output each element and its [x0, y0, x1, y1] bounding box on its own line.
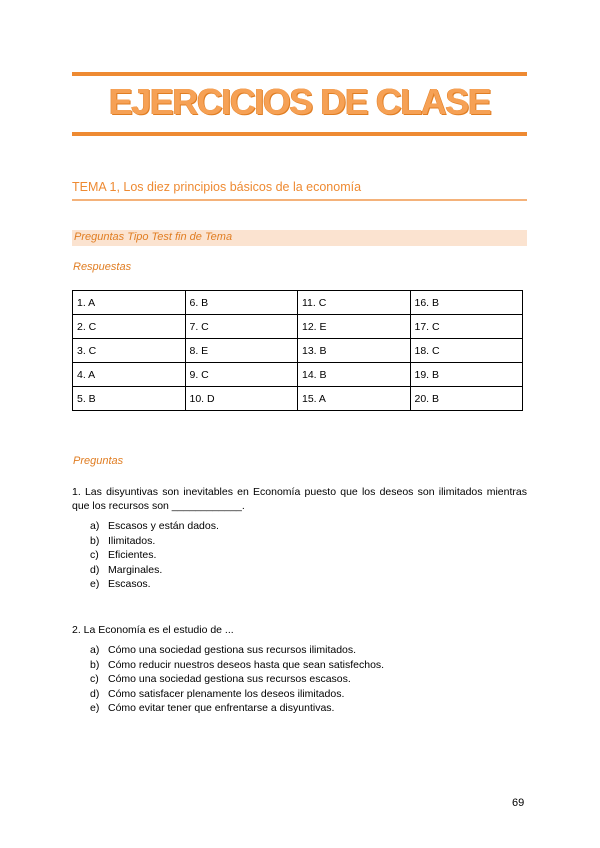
list-item — [90, 519, 219, 534]
option-text: Cómo una sociedad gestiona sus recursos escasos. — [108, 673, 351, 686]
answer-cell: 10. D — [185, 387, 298, 411]
table-row — [73, 363, 523, 387]
option-text: Cómo satisfacer plenamente los deseos ilimitados. — [108, 687, 345, 700]
answer-cell: 6. B — [185, 291, 298, 315]
option-text: Escasos y están dados. — [108, 520, 219, 532]
option-text: Cómo evitar tener que enfrentarse a disyuntivas. — [108, 702, 335, 715]
list-item — [90, 577, 219, 592]
answer-cell: 20. B — [410, 387, 523, 411]
option-letter: c) — [90, 549, 99, 562]
table-row — [73, 291, 523, 315]
answer-cell: 7. C — [185, 315, 298, 339]
list-item — [90, 643, 384, 658]
answer-cell: 14. B — [298, 363, 411, 387]
table-row — [73, 315, 523, 339]
answers-table — [72, 290, 523, 411]
option-text: Cómo reducir nuestros deseos hasta que sean satisfechos. — [108, 658, 385, 671]
option-letter: c) — [90, 673, 99, 686]
page-number: 69 — [512, 797, 525, 809]
answer-cell: 11. C — [298, 291, 411, 315]
table-row — [73, 339, 523, 363]
questions-label: Preguntas — [73, 455, 124, 467]
answer-cell: 3. C — [73, 339, 186, 363]
answer-cell: 9. C — [185, 363, 298, 387]
option-letter: d) — [90, 687, 100, 700]
answer-cell: 19. B — [410, 363, 523, 387]
section-band-label: Preguntas Tipo Test fin de Tema — [74, 231, 233, 243]
list-item — [90, 534, 219, 549]
list-item — [90, 658, 384, 673]
page-title: EJERCICIOS DE CLASE — [108, 81, 491, 122]
option-letter: d) — [90, 563, 100, 576]
title-bottom-rule — [72, 132, 527, 136]
answer-cell: 2. C — [73, 315, 186, 339]
option-letter: b) — [90, 534, 100, 547]
section-band — [72, 230, 527, 246]
option-text: Eficientes. — [108, 549, 157, 562]
answer-cell: 8. E — [185, 339, 298, 363]
question-1-text: 1. Las disyuntivas son inevitables en Economía puesto que los deseos son ilimitados mientras que los recursos son ____________. — [72, 486, 527, 512]
list-item — [90, 563, 219, 578]
answer-cell: 4. A — [73, 363, 186, 387]
table-row — [73, 387, 523, 411]
option-letter: a) — [90, 644, 100, 656]
title-top-rule — [72, 72, 527, 76]
answer-cell: 18. C — [410, 339, 523, 363]
tema-heading: TEMA 1, Los diez principios básicos de la economía — [72, 180, 362, 194]
option-text: Escasos. — [108, 578, 151, 591]
tema-underline — [72, 199, 527, 201]
list-item — [90, 701, 384, 716]
answer-cell: 1. A — [73, 291, 186, 315]
list-item — [90, 672, 384, 687]
option-text: Marginales. — [108, 563, 163, 576]
list-item — [90, 548, 219, 563]
answer-cell: 16. B — [410, 291, 523, 315]
option-letter: e) — [90, 702, 100, 715]
option-text: Cómo una sociedad gestiona sus recursos ilimitados. — [108, 644, 357, 656]
answers-label: Respuestas — [73, 261, 132, 273]
answer-cell: 13. B — [298, 339, 411, 363]
option-letter: a) — [90, 520, 100, 532]
answer-cell: 12. E — [298, 315, 411, 339]
option-letter: e) — [90, 578, 100, 591]
list-item — [90, 687, 384, 702]
option-letter: b) — [90, 658, 100, 671]
question-2-options — [90, 643, 384, 716]
question-2-text: 2. La Economía es el estudio de ... — [72, 624, 234, 636]
option-text: Ilimitados. — [108, 534, 156, 547]
answer-cell: 5. B — [73, 387, 186, 411]
question-1-options — [90, 519, 219, 592]
answer-cell: 17. C — [410, 315, 523, 339]
answer-cell: 15. A — [298, 387, 411, 411]
